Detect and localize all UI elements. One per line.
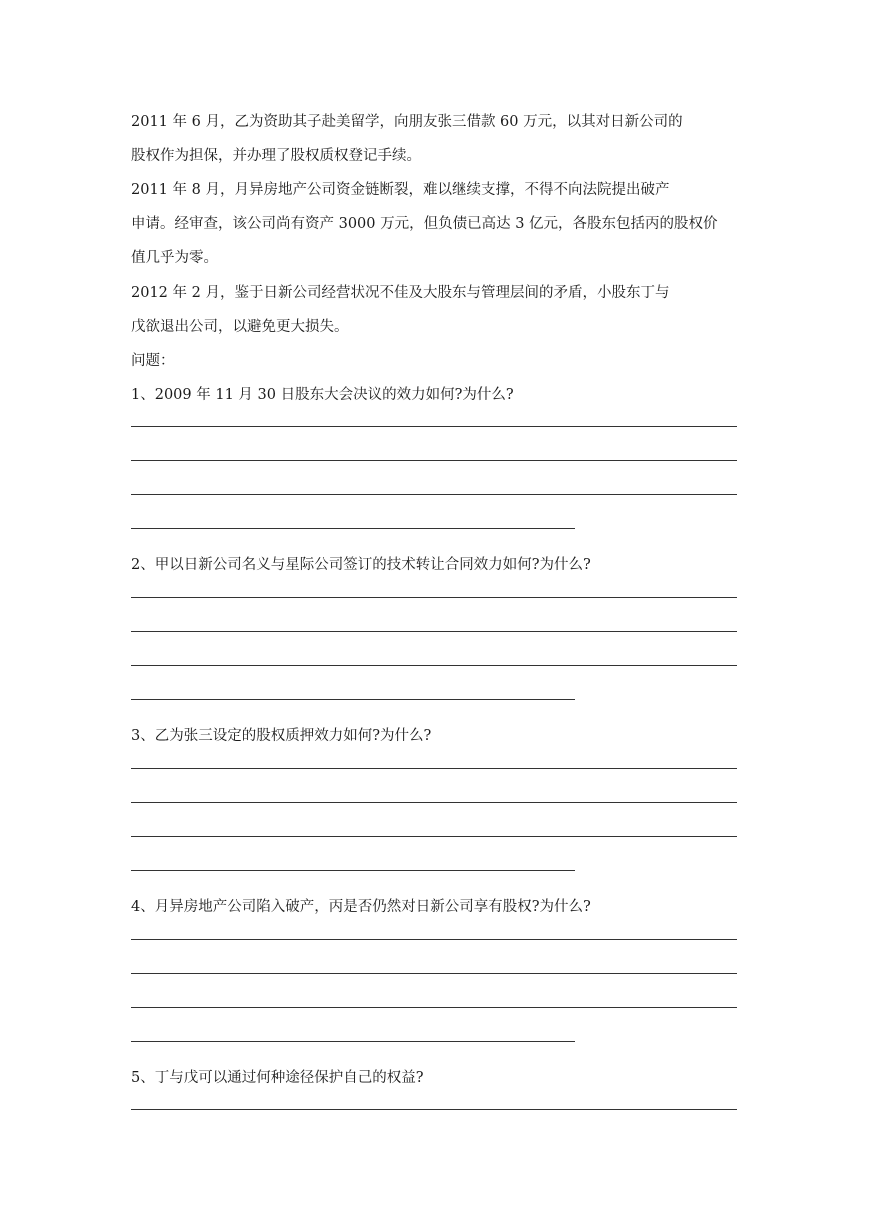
answer-line — [131, 426, 737, 427]
answer-line — [131, 699, 575, 700]
question-3: 3、乙为张三设定的股权质押效力如何?为什么? — [131, 728, 432, 744]
answer-line — [131, 802, 737, 803]
paragraph-2-line-1: 2011 年 8 月，月异房地产公司资金链断裂，难以继续支撑，不得不向法院提出破产 — [131, 182, 670, 198]
answer-line — [131, 836, 737, 837]
question-1: 1、2009 年 11 月 30 日股东大会决议的效力如何?为什么? — [131, 387, 514, 403]
answer-line — [131, 870, 575, 871]
paragraph-3-line-1: 2012 年 2 月，鉴于日新公司经营状况不佳及大股东与管理层间的矛盾，小股东丁与 — [131, 285, 670, 301]
paragraph-1-line-2: 股权作为担保，并办理了股权质权登记手续。 — [131, 148, 421, 164]
answer-line — [131, 460, 737, 461]
answer-line — [131, 768, 737, 769]
answer-line — [131, 528, 575, 529]
paragraph-2-line-2: 申请。经审查，该公司尚有资产 3000 万元，但负债已高达 3 亿元，各股东包括丙的股权价 — [131, 216, 718, 232]
paragraph-1-line-1: 2011 年 6 月，乙为资助其子赴美留学，向朋友张三借款 60 万元，以其对日新公司的 — [131, 114, 683, 130]
paragraph-3-line-2: 戊欲退出公司，以避免更大损失。 — [131, 319, 349, 335]
answer-line — [131, 1007, 737, 1008]
answer-line — [131, 597, 737, 598]
answer-line — [131, 631, 737, 632]
question-5: 5、丁与戊可以通过何种途径保护自己的权益? — [131, 1070, 424, 1086]
answer-line — [131, 973, 737, 974]
question-2: 2、甲以日新公司名义与星际公司签订的技术转让合同效力如何?为什么? — [131, 557, 591, 573]
question-4: 4、月异房地产公司陷入破产，丙是否仍然对日新公司享有股权?为什么? — [131, 899, 591, 915]
answer-line — [131, 494, 737, 495]
paragraph-2-line-3: 值几乎为零。 — [131, 250, 218, 266]
questions-heading: 问题： — [131, 353, 175, 369]
answer-line — [131, 939, 737, 940]
answer-line — [131, 1109, 737, 1110]
answer-line — [131, 1041, 575, 1042]
answer-line — [131, 665, 737, 666]
